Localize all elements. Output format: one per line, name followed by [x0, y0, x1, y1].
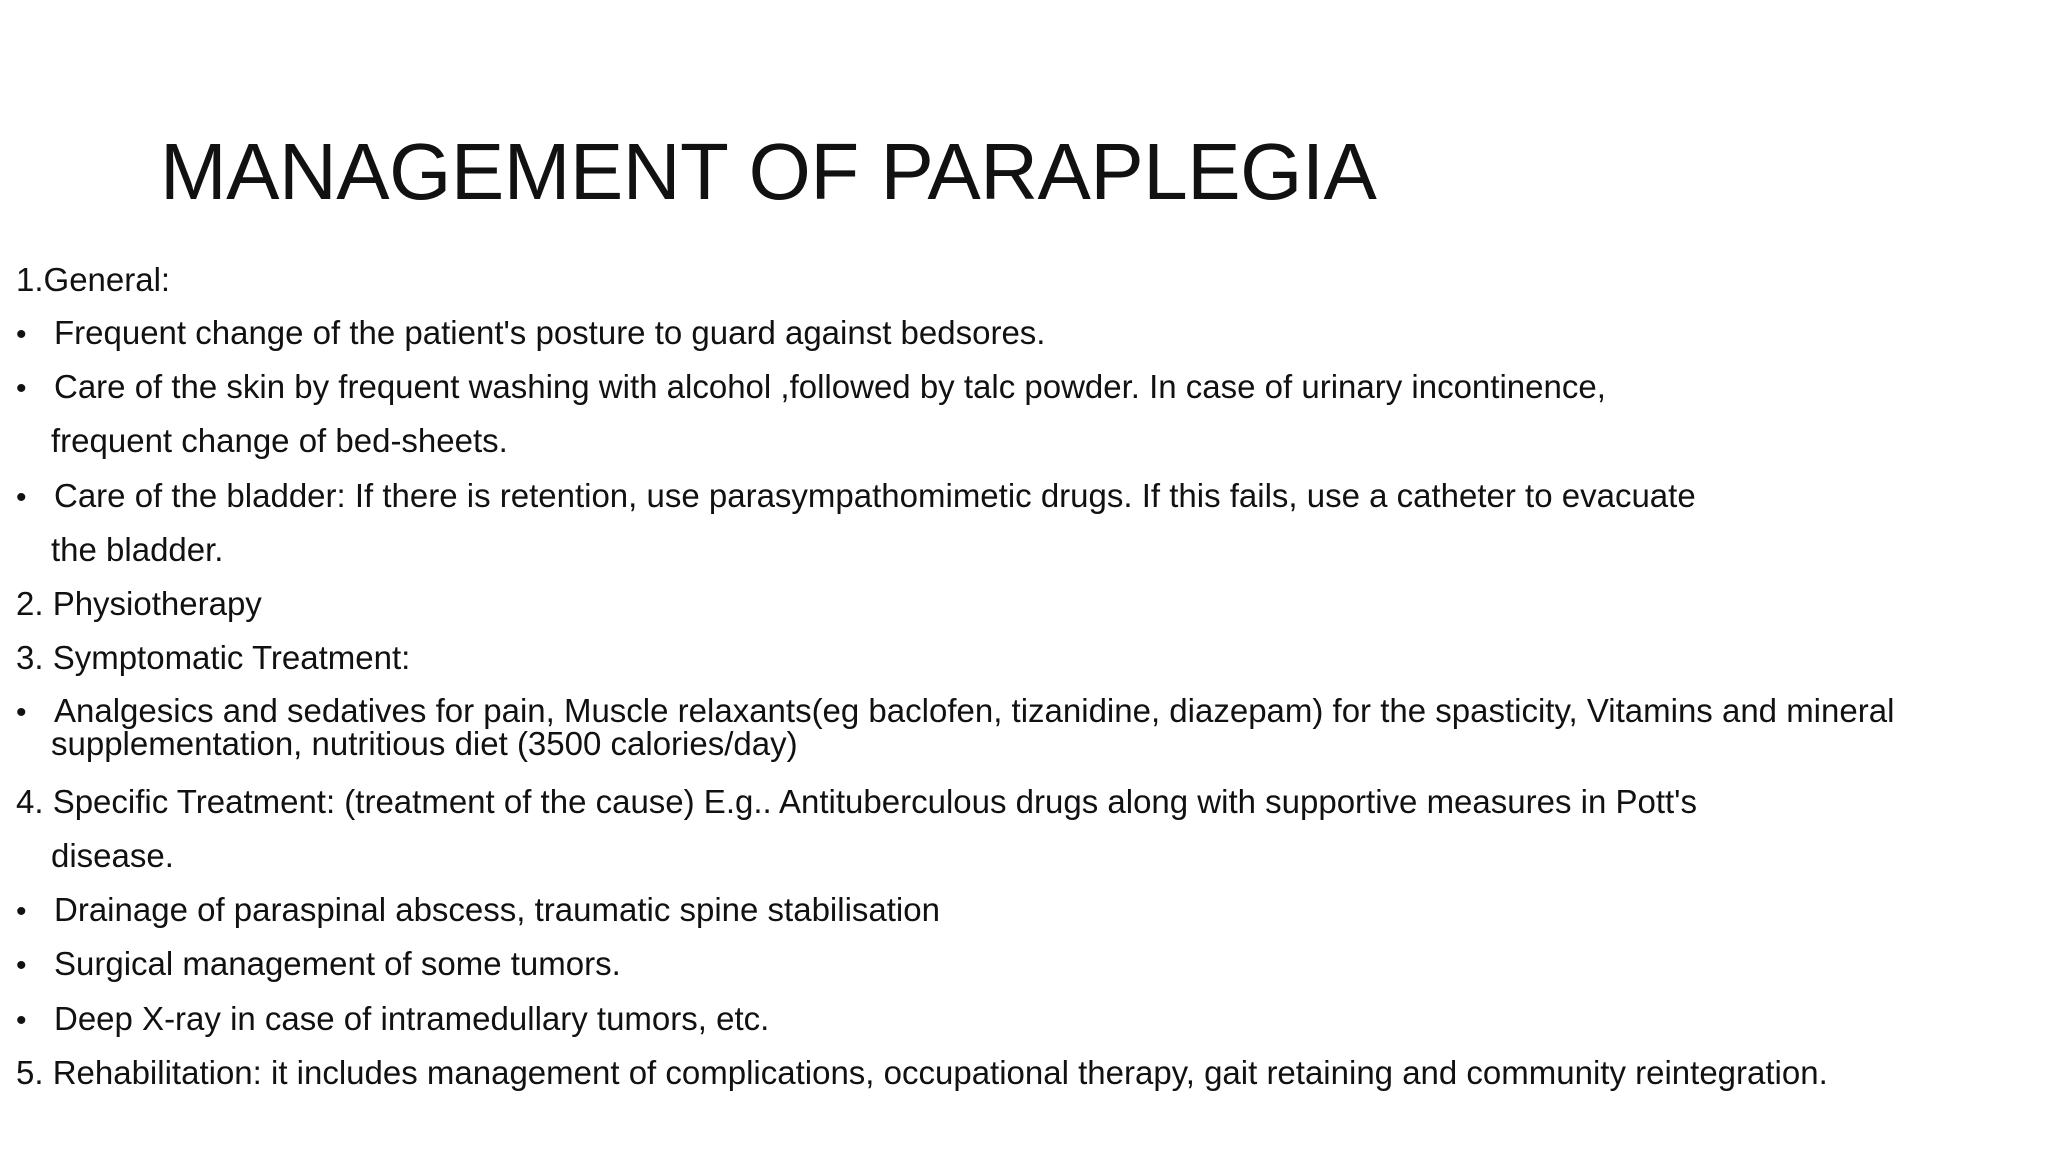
list-item-text: Drainage of paraspinal abscess, traumatic spine stabilisation [54, 891, 940, 928]
list-item [16, 889, 940, 933]
section-heading-general: 1.General: [16, 261, 171, 298]
bullet-icon: • [16, 481, 27, 514]
list-item-text: Deep X-ray in case of intramedullary tumors, etc. [54, 1000, 770, 1037]
list-item [16, 366, 1606, 410]
list-item-continuation: supplementation, nutritious diet (3500 calories/day) [51, 725, 798, 762]
list-item-text: Surgical management of some tumors. [54, 945, 621, 982]
section-heading-specific: 4. Specific Treatment: (treatment of the cause) E.g.. Antituberculous drugs along with supportive measures in Pott's [16, 783, 1697, 820]
bullet-icon: • [16, 372, 27, 405]
bullet-icon: • [16, 1004, 27, 1037]
list-item-continuation: the bladder. [51, 531, 224, 568]
bullet-icon: • [16, 949, 27, 982]
list-item-text: Care of the bladder: If there is retention, use parasympathomimetic drugs. If this fails, use a catheter to evacuate [54, 477, 1696, 514]
list-item-text: Care of the skin by frequent washing with alcohol ,followed by talc powder. In case of urinary incontinence, [54, 368, 1606, 405]
list-item-text: Frequent change of the patient's posture to guard against bedsores. [54, 314, 1046, 351]
list-item [16, 475, 1696, 519]
list-item [16, 998, 769, 1042]
list-item [16, 943, 621, 987]
section-heading-rehabilitation: 5. Rehabilitation: it includes management of complications, occupational therapy, gait retaining and community reintegration. [16, 1054, 1828, 1091]
list-item-continuation: frequent change of bed-sheets. [51, 422, 508, 459]
list-item-text: Analgesics and sedatives for pain, Muscle relaxants(eg baclofen, tizanidine, diazepam) for the spasticity, Vitamins and mineral [54, 692, 1895, 729]
list-item [16, 312, 1045, 356]
section-heading-symptomatic: 3. Symptomatic Treatment: [16, 639, 411, 676]
section-heading-physiotherapy: 2. Physiotherapy [16, 585, 262, 622]
bullet-icon: • [16, 318, 27, 351]
list-item [16, 692, 1895, 729]
bullet-icon: • [16, 895, 27, 928]
slide-title: MANAGEMENT OF PARAPLEGIA [160, 127, 1377, 216]
bullet-icon: • [16, 696, 27, 729]
section-heading-continuation: disease. [51, 837, 174, 874]
